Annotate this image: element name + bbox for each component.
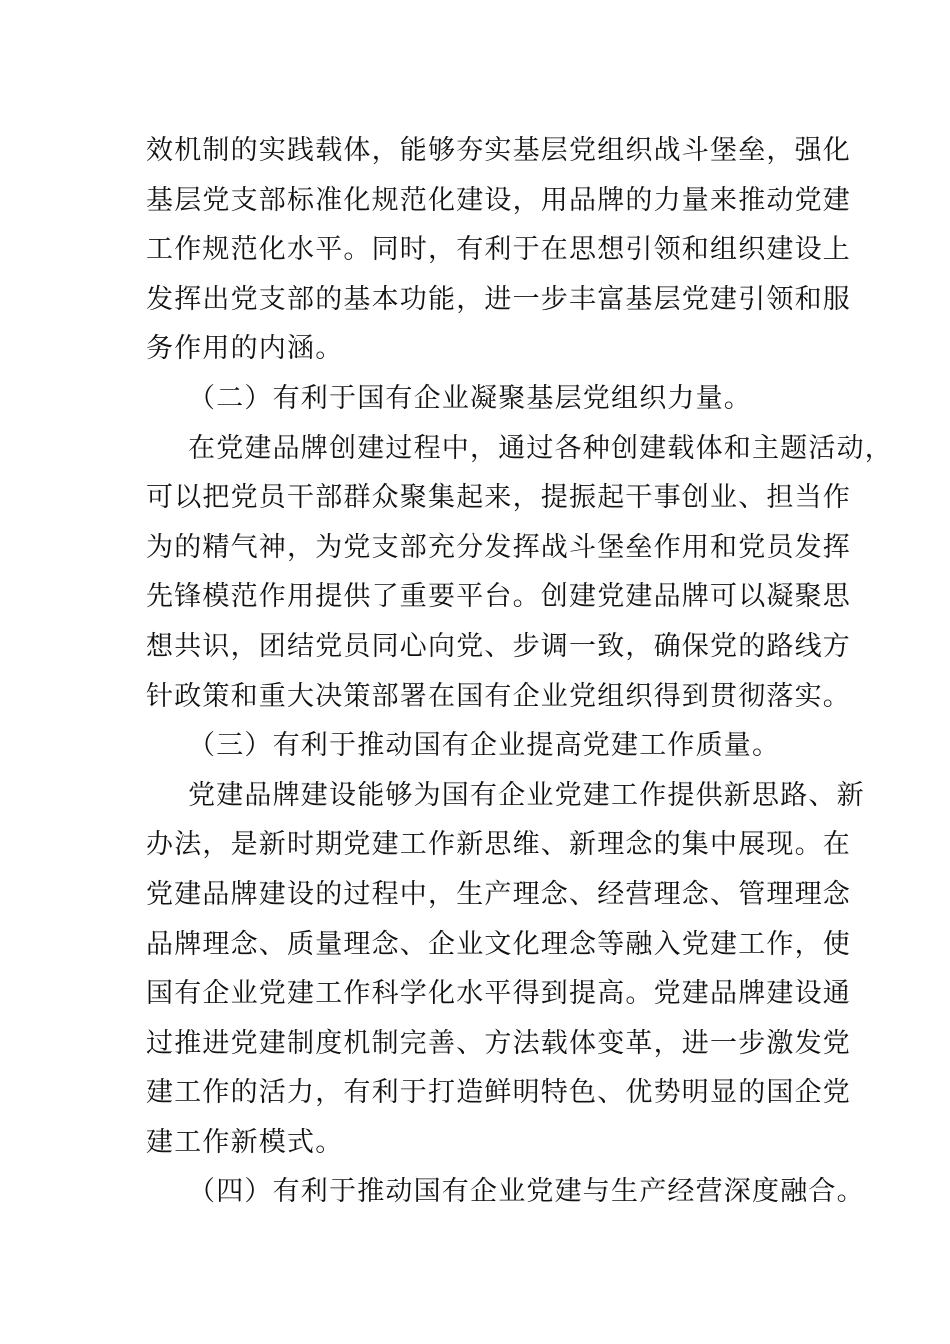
text-line: 工作规范化水平。同时，有利于在思想引领和组织建设上 [146,234,851,266]
text-line: 国有企业党建工作科学化水平得到提高。党建品牌建设通 [146,978,851,1010]
text-line: 针政策和重大决策部署在国有企业党组织得到贯彻落实。 [146,680,851,712]
paragraph-first-line: 党建品牌建设能够为国有企业党建工作提供新思路、新 [188,779,865,811]
text-line: 为的精气神，为党支部充分发挥战斗堡垒作用和党员发挥 [146,531,851,563]
text-line: 务作用的内涵。 [146,333,344,365]
body-text [146,126,893,1217]
text-line: 过推进党建制度机制完善、方法载体变革，进一步激发党 [146,1027,851,1059]
text-line: 效机制的实践载体，能够夯实基层党组织战斗堡垒，强化 [146,135,851,166]
text-line: 党建品牌建设的过程中，生产理念、经营理念、管理理念 [146,878,851,910]
text-line: 基层党支部标准化规范化建设，用品牌的力量来推动党建 [146,184,851,216]
section-heading: （三）有利于推动国有企业提高党建工作质量。 [188,730,781,762]
text-line: 先锋模范作用提供了重要平台。创建党建品牌可以凝聚思 [146,581,851,613]
text-line: 想共识，团结党员同心向党、步调一致，确保党的路线方 [146,630,851,662]
text-line: 品牌理念、质量理念、企业文化理念等融入党建工作，使 [146,928,851,960]
section-heading: （四）有利于推动国有企业党建与生产经营深度融合。 [188,1176,865,1208]
section-heading: （二）有利于国有企业凝聚基层党组织力量。 [188,382,752,414]
paragraph-first-line: 在党建品牌创建过程中，通过各种创建载体和主题活动， [188,432,893,464]
text-line: 建工作的活力，有利于打造鲜明特色、优势明显的国企党 [146,1077,851,1109]
text-line: 可以把党员干部群众聚集起来，提振起干事创业、担当作 [146,482,851,514]
text-line: 办法，是新时期党建工作新思维、新理念的集中展现。在 [146,829,851,861]
text-line: 发挥出党支部的基本功能，进一步丰富基层党建引领和服 [146,283,851,315]
text-line: 建工作新模式。 [146,1126,344,1158]
